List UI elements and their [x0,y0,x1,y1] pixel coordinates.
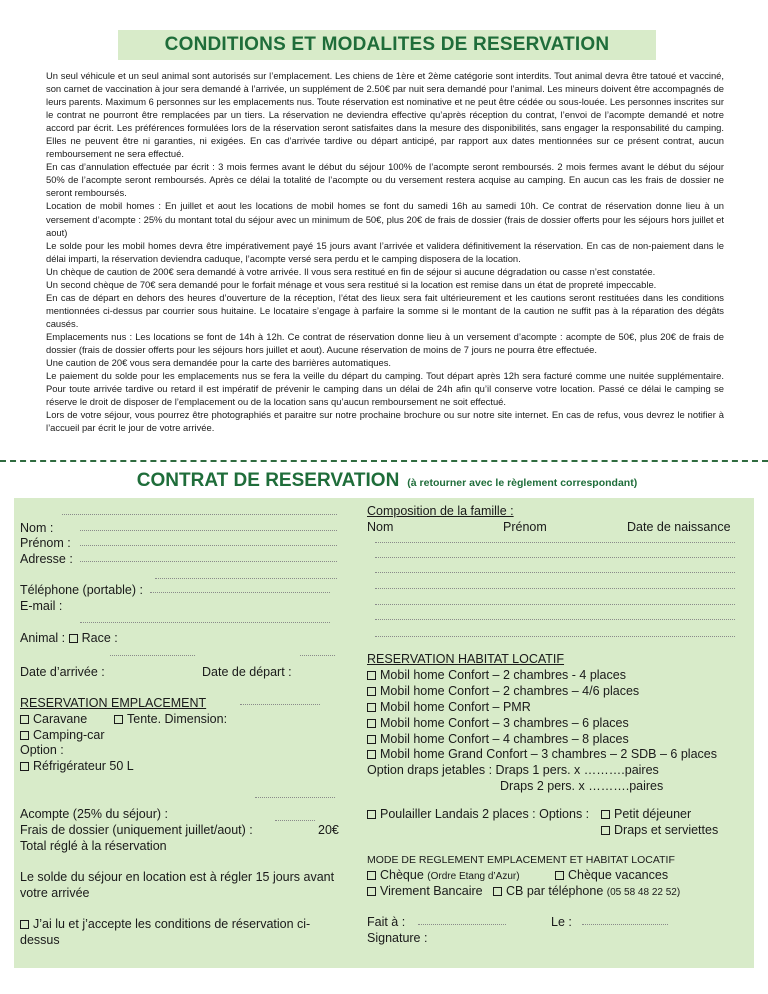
acompte-field[interactable] [255,797,335,798]
prenom-label: Prénom : [20,536,71,550]
col-nom: Nom [367,520,394,534]
solde-line-1: Le solde du séjour en location est à régler 15 jours avant [20,870,335,884]
poulailler-option[interactable]: Poulailler Landais 2 places : Options : [367,806,589,822]
condition-paragraph: Un second chèque de 70€ sera demandé pour le forfait ménage et vous sera restitué si la location est remise dans un état de propreté impeccable. [46,278,657,290]
petit-dejeuner-option[interactable]: Petit déjeuner [601,806,691,822]
option-label: Option : [20,743,64,757]
date-depart-label: Date de départ : [202,665,292,679]
solde-line-2: votre arrivée [20,886,90,900]
reglement-title: MODE DE REGLEMENT EMPLACEMENT ET HABITAT LOCATIF [367,854,675,866]
cheque-vacances-option[interactable]: Chèque vacances [555,867,668,883]
conditions-banner [118,30,656,60]
draps-option-line-2: Draps 2 pers. x ……….paires [500,779,664,793]
animal-label: Animal : [20,631,66,645]
adresse-line-2[interactable] [155,578,337,579]
email-field[interactable] [80,622,330,623]
checkbox-icon[interactable] [20,920,29,929]
checkbox-icon[interactable] [367,703,376,712]
conditions-title: CONDITIONS ET MODALITES DE RESERVATION [164,34,610,55]
checkbox-icon[interactable] [367,871,376,880]
fait-a-label: Fait à : [367,915,406,929]
nom-field[interactable] [80,530,337,531]
checkbox-icon[interactable] [555,871,564,880]
dimension-field[interactable] [240,704,320,705]
nom-label: Nom : [20,521,54,535]
condition-paragraph: Un chèque de caution de 200€ sera demandé à votre arrivée. Il vous sera restitué en fin de séjour si aucune dégradation ou casse n’est constatée. [46,265,656,277]
habitat-option[interactable]: Mobil home Confort – 4 chambres – 8 places [367,731,629,747]
habitat-option[interactable]: Mobil home Grand Confort – 3 chambres – 2 SDB – 6 places [367,746,717,762]
checkbox-icon[interactable] [367,750,376,759]
date-arrivee-field[interactable] [110,655,195,656]
condition-paragraph: Un seul véhicule et un seul animal sont autorisés sur l’emplacement. Les chiens de 1ère et 2ème catégorie sont interdits. Tout animal devra être tatoué et vacciné, son carnet de vaccination à jour sera demandé à l’arrivée, un supplément de 2.50€ par nuit sera demandé pour l’animal. Les mineurs doivent être accompagnés de leurs parents. Maximum 6 personnes sur les emplacements nus. Toute réservation est nominative et ne peut être cédée ou sous-louée. Les personnes inscrites sur le contrat ne pourront être remplacées par un tiers. La réservation ne deviendra effective qu’après réception du contrat, l’envoi de l’acompte demandé et notre accord par écrit. Les préférences formulées lors de la réservation seront satisfaites dans la mesure des disponibilités, sans engager la responsabilité du camping. Elles ne peuvent être ni garanties, ni exigées. En cas d’arrivée tardive ou départ anticipé, par rapport aux dates mentionnées sur ce présent contrat, aucun remboursement ne sera effectué. [46,70,725,160]
habitat-title: RESERVATION HABITAT LOCATIF [367,652,565,666]
contract-banner [118,470,656,494]
checkbox-icon[interactable] [20,731,29,740]
date-arrivee-label: Date d’arrivée : [20,665,105,679]
habitat-option[interactable]: Mobil home Confort – 2 chambres - 4 places [367,667,626,683]
frais-field [275,820,315,821]
total-label: Total réglé à la réservation [20,839,167,853]
family-row-line[interactable] [375,542,735,543]
telephone-field[interactable] [150,592,330,593]
le-field[interactable] [582,924,668,925]
family-row-line[interactable] [375,588,735,589]
checkbox-icon[interactable] [367,719,376,728]
tente-option[interactable]: Tente. Dimension: [114,711,227,727]
prenom-field[interactable] [80,545,337,546]
race-label: Race : [81,631,118,645]
col-naissance: Date de naissance [627,520,731,534]
accept-line-2: dessus [20,933,60,947]
cb-option[interactable]: CB par téléphone (05 58 48 22 52) [493,883,680,901]
checkbox-icon[interactable] [20,715,29,724]
adresse-label: Adresse : [20,552,73,566]
family-row-line[interactable] [375,636,735,637]
animal-row [20,630,118,646]
condition-paragraph: Lors de votre séjour, vous pourrez être photographiés et paraitre sur notre prochaine brochure ou sur notre site internet. En cas de refus, vous devrez le notifier à l’accueil par écrit le jour de votre arrivée. [46,409,724,434]
emplacement-title: RESERVATION EMPLACEMENT [20,696,207,710]
col-prenom: Prénom [503,520,547,534]
cheque-option[interactable]: Chèque (Ordre Etang d’Azur) [367,867,520,885]
checkbox-icon[interactable] [601,810,610,819]
condition-paragraph: En cas de départ en dehors des heures d’ouverture de la réception, l’état des lieux sera fait ultérieurement et les cautions seront restituées dans les conditions mentionnées ci-dessus par courrier sous huitaine. Le locataire s’engage à parfaire la somme si le montant de la caution ne suffit pas à la réparation des dégâts causés. [46,291,724,329]
condition-paragraph: Emplacements nus : Les locations se font de 14h à 12h. Ce contrat de réservation donne lieu à un versement d’acompte : acompte de 50€, plus 20€ de frais de dossier (frais de dossier offerts pour les séjours hors juillet et aout). Aucune réservation de moins de 7 jours ne pourra être effectuée. [46,330,724,355]
condition-paragraph: En cas d’annulation effectuée par écrit : 3 mois fermes avant le début du séjour 100% de l’acompte seront remboursés. 2 mois fermes avant le début du séjour 50% de l’acompte seront remboursés. Après ce délai la totalité de l’acompte ou du versement restera acquise au camping. En aucun cas les frais de dossier ne seront remboursés. [46,161,724,199]
email-label: E-mail : [20,599,63,613]
draps-option-line-1: Option draps jetables : Draps 1 pers. x ……….paires [367,763,659,777]
acompte-label: Acompte (25% du séjour) : [20,807,168,821]
camping-car-option[interactable]: Camping-car [20,727,105,743]
virement-option[interactable]: Virement Bancaire [367,883,483,899]
fait-a-field[interactable] [418,924,506,925]
condition-paragraph: Le solde pour les mobil homes devra être impérativement payé 15 jours avant l’arrivée et validera définitivement la réservation. En cas de non-paiement dans le délai imparti, la réservation deviendra caduque, l’acompte versé sera perdu et le camping disposera de la location. [46,239,724,264]
date-depart-field[interactable] [300,655,335,656]
habitat-option[interactable]: Mobil home Confort – 3 chambres – 6 places [367,715,629,731]
le-label: Le : [551,915,572,929]
habitat-option[interactable]: Mobil home Confort – PMR [367,699,531,715]
condition-paragraph: Une caution de 20€ vous sera demandée pour la carte des barrières automatiques. [46,357,392,369]
frais-label: Frais de dossier (uniquement juillet/aout) : [20,823,253,837]
condition-paragraph: Location de mobil homes : En juillet et aout les locations de mobil homes se font du samedi 16h au samedi 10h. Ce contrat de réservation donne lieu à un versement d’acompte : 25% du montant total du séjour avec un minimum de 50€, plus 20€ de frais de dossier (frais de dossier offerts pour les séjours hors juillet et aout) [46,200,724,238]
condition-paragraph: Le paiement du solde pour les emplacements nus se fera la veille du départ du camping. Tout départ après 12h sera facturé comme une nuitée supplémentaire. Pour toute arrivée tardive ou retard il est impératif de prévenir le camping dans un délai de 24h afin qu’il conserve votre location. Passé ce délai le camping se réserve le droit de disposer de l’emplacement ou de la location sans qu’aucun remboursement ne soit effectué. [46,370,724,408]
adresse-field[interactable] [80,561,337,562]
checkbox-icon[interactable] [367,687,376,696]
checkbox-icon[interactable] [114,715,123,724]
fill-line [62,514,337,515]
checkbox-icon[interactable] [493,887,502,896]
family-row-line[interactable] [375,572,735,573]
contract-title: CONTRAT DE RESERVATION [136,470,400,491]
checkbox-icon[interactable] [69,634,78,643]
composition-title: Composition de la famille : [367,504,514,518]
telephone-label: Téléphone (portable) : [20,583,143,597]
checkbox-icon[interactable] [367,810,376,819]
contract-subtitle: (à retourner avec le règlement correspondant) [407,477,638,489]
frais-value: 20€ [318,823,339,837]
signature-label: Signature : [367,931,428,945]
family-row-line[interactable] [375,619,735,620]
draps-serviettes-option[interactable]: Draps et serviettes [601,822,718,838]
checkbox-icon[interactable] [367,671,376,680]
family-row-line[interactable] [375,604,735,605]
habitat-option[interactable]: Mobil home Confort – 2 chambres – 4/6 places [367,683,639,699]
checkbox-icon[interactable] [601,826,610,835]
accept-conditions-option[interactable]: J’ai lu et j’accepte les conditions de réservation ci- [20,916,310,932]
refrigerateur-option[interactable]: Réfrigérateur 50 L [20,758,134,774]
checkbox-icon[interactable] [367,735,376,744]
family-row-line[interactable] [375,557,735,558]
checkbox-icon[interactable] [20,762,29,771]
checkbox-icon[interactable] [367,887,376,896]
caravane-option[interactable]: Caravane [20,711,87,727]
cut-line [0,460,768,462]
conditions-text [46,69,724,434]
